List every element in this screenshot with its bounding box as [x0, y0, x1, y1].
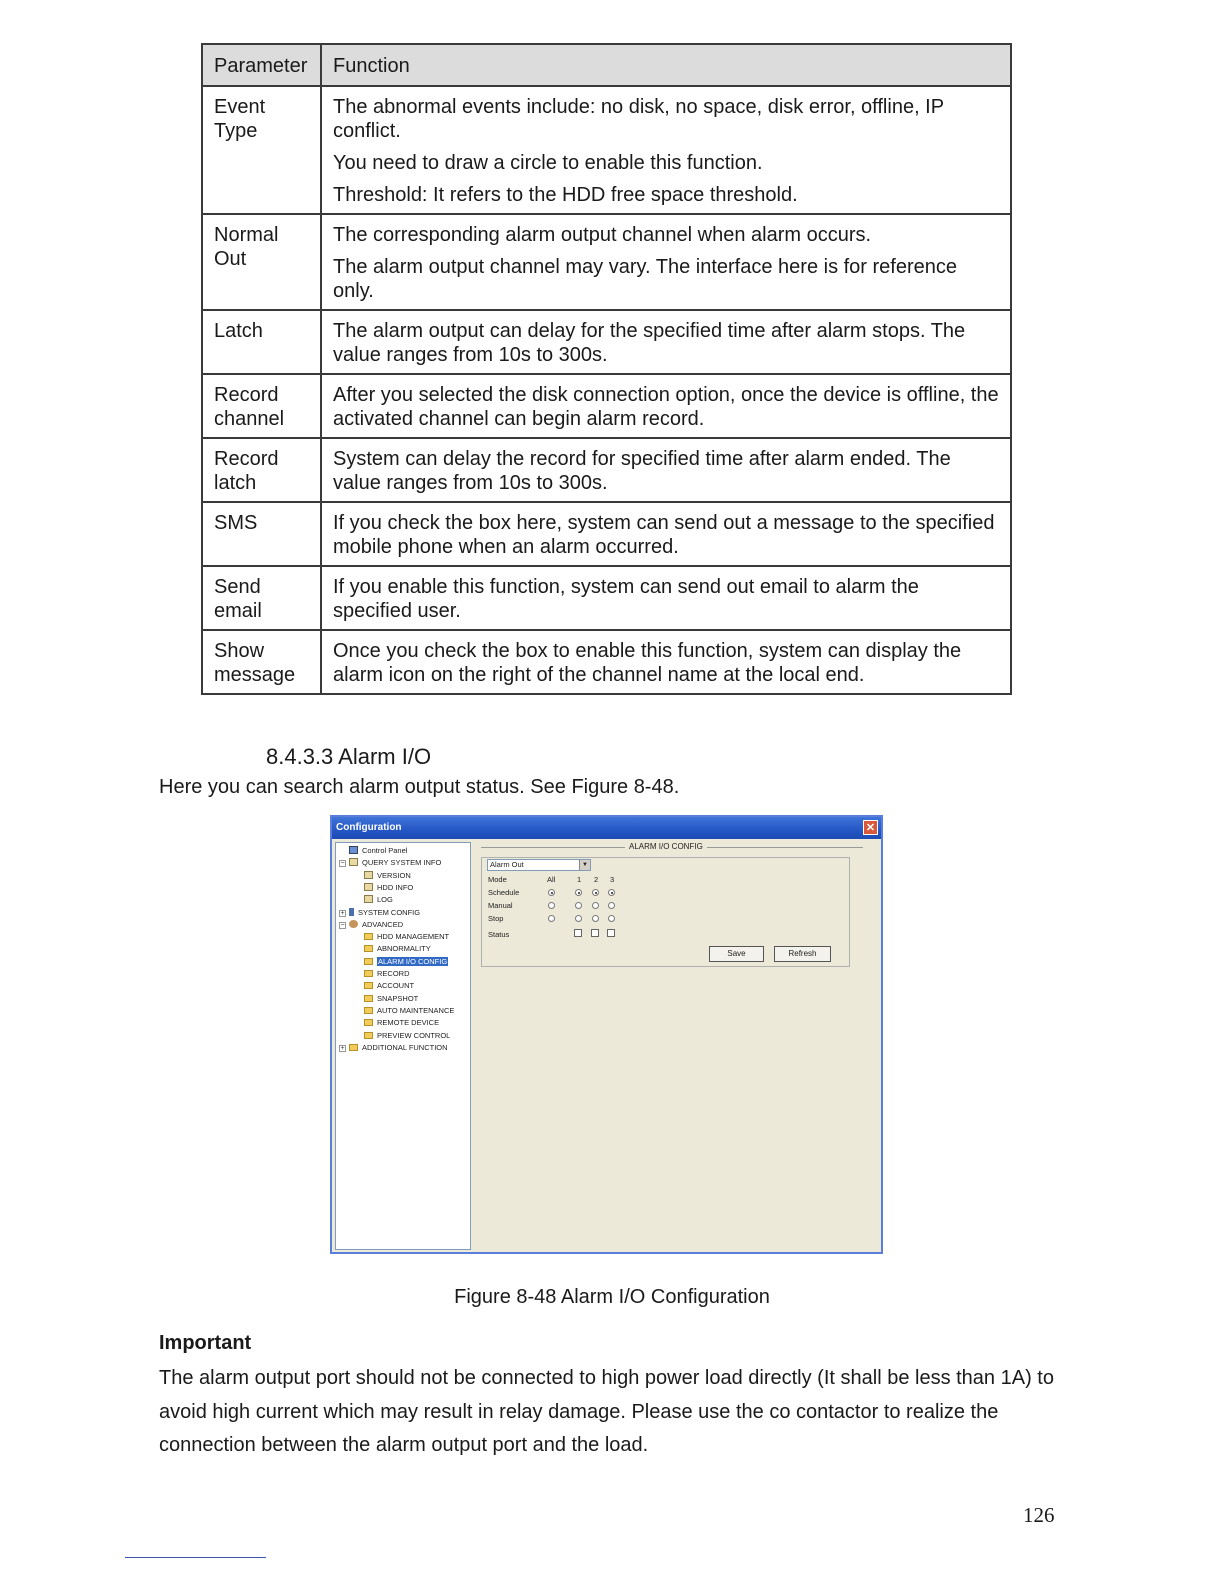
tree-item[interactable] [364, 957, 448, 967]
function-cell: If you enable this function, system can send out email to alarm the specified user. [321, 566, 1011, 630]
folder-icon [349, 1044, 358, 1051]
tree-item-label: ADVANCED [362, 919, 404, 929]
tree-item[interactable] [339, 920, 403, 930]
tree-item[interactable] [339, 908, 420, 918]
param-cell: Record latch [202, 438, 321, 502]
column-1: 1 [577, 875, 582, 884]
param-cell: Send email [202, 566, 321, 630]
param-cell: Latch [202, 310, 321, 374]
close-button[interactable]: ✕ [863, 820, 878, 835]
window-title: Configuration [336, 822, 402, 833]
tree-item-label: RECORD [377, 969, 410, 978]
table-row [202, 310, 1011, 374]
doc-icon [364, 883, 373, 891]
expander-icon[interactable]: − [340, 921, 345, 929]
stop-radio-all[interactable] [548, 915, 555, 922]
tree-item[interactable] [339, 846, 407, 856]
folder-icon [364, 1032, 373, 1039]
folder-icon [364, 1019, 373, 1026]
column-3: 3 [610, 875, 615, 884]
folder-icon [364, 970, 373, 977]
status-checkbox-3[interactable] [607, 929, 615, 937]
table-row [202, 438, 1011, 502]
tree-item-label: HDD MANAGEMENT [377, 932, 450, 942]
header-parameter: Parameter [202, 44, 321, 86]
manual-radio-2[interactable] [592, 902, 599, 909]
param-cell: Normal Out [202, 214, 321, 310]
tree-item[interactable] [339, 1043, 448, 1053]
tree-item[interactable] [364, 895, 393, 905]
tree-item-label: QUERY SYSTEM INFO [362, 858, 442, 868]
folder-icon [364, 933, 373, 940]
manual-radio-3[interactable] [608, 902, 615, 909]
folder-icon [364, 958, 373, 965]
tree-item[interactable] [364, 1018, 439, 1028]
schedule-radio-1[interactable] [575, 889, 582, 896]
folder-icon [364, 995, 373, 1002]
figure-caption: Figure 8-48 Alarm I/O Configuration [454, 1286, 770, 1308]
function-cell: The alarm output can delay for the specified time after alarm stops. The value ranges from 10s to 300s. [321, 310, 1011, 374]
schedule-radio-3[interactable] [608, 889, 615, 896]
alarm-type-select[interactable] [487, 859, 591, 871]
section-intro: Here you can search alarm output status. See Figure 8-48. [159, 776, 680, 798]
tree-item-label: SNAPSHOT [377, 993, 419, 1003]
table-row [202, 86, 1011, 214]
tree-item-label: AUTO MAINTENANCE [377, 1005, 455, 1015]
footer-rule [125, 1557, 266, 1558]
table-row [202, 566, 1011, 630]
save-button[interactable]: Save [709, 946, 764, 962]
gear-icon [349, 920, 358, 928]
folder-icon [364, 945, 373, 952]
schedule-radio-2[interactable] [592, 889, 599, 896]
column-2: 2 [594, 875, 599, 884]
status-checkbox-1[interactable] [574, 929, 582, 937]
tree-item-label: SYSTEM CONFIG [358, 907, 421, 917]
tool-icon [349, 908, 354, 916]
status-label: Status [488, 930, 510, 939]
tree-item[interactable] [364, 883, 413, 893]
tree-item[interactable] [364, 981, 414, 991]
tree-item-label: ACCOUNT [377, 981, 415, 991]
group-title: ALARM I/O CONFIG [625, 842, 707, 851]
stop-radio-1[interactable] [575, 915, 582, 922]
doc-icon [364, 895, 373, 903]
function-cell: Once you check the box to enable this function, system can display the alarm icon on the right of the channel name at the local end. [321, 630, 1011, 694]
panel-icon [349, 846, 358, 854]
stop-label: Stop [488, 914, 504, 923]
status-checkbox-2[interactable] [591, 929, 599, 937]
expander-icon[interactable]: − [340, 860, 345, 868]
manual-label: Manual [488, 901, 513, 910]
configuration-window [330, 815, 883, 1254]
config-tree [335, 842, 471, 1250]
doc-icon [364, 871, 373, 879]
param-cell: Record channel [202, 374, 321, 438]
stop-radio-3[interactable] [608, 915, 615, 922]
table-row [202, 374, 1011, 438]
function-cell: System can delay the record for specified time after alarm ended. The value ranges from 10s to 300s. [321, 438, 1011, 502]
function-cell: The corresponding alarm output channel when alarm occurs. The alarm output channel may vary. The interface here is for reference only. [321, 214, 1011, 310]
important-title: Important [159, 1332, 252, 1354]
param-cell: SMS [202, 502, 321, 566]
tree-item[interactable] [339, 858, 441, 868]
folder-icon [364, 1007, 373, 1014]
important-body: The alarm output port should not be connected to high power load directly (It shall be less than 1A) to avoid high current which may result in relay damage. Please use the co contactor to realize the connection between the alarm output port and the load. [159, 1367, 1054, 1456]
section-heading: 8.4.3.3 Alarm I/O [266, 744, 432, 769]
tree-item-label: HDD INFO [377, 882, 414, 892]
function-cell: If you check the box here, system can send out a message to the specified mobile phone when an alarm occurred. [321, 502, 1011, 566]
schedule-label: Schedule [488, 888, 520, 897]
window-titlebar [332, 817, 881, 839]
tree-item[interactable] [364, 932, 449, 942]
parameter-table [201, 43, 1012, 695]
param-cell: Event Type [202, 86, 321, 214]
table-row [202, 502, 1011, 566]
alarm-type-value: Alarm Out [490, 860, 524, 869]
column-all: All [547, 875, 556, 884]
doc-icon [349, 858, 358, 866]
expander-icon[interactable]: + [340, 1044, 345, 1052]
tree-item-label: REMOTE DEVICE [377, 1018, 440, 1028]
tree-item-label: ABNORMALITY [377, 944, 431, 954]
function-cell: The abnormal events include: no disk, no space, disk error, offline, IP conflict. You need to draw a circle to enable this function. Threshold: It refers to the HDD free space threshold. [321, 86, 1011, 214]
header-function: Function [321, 44, 1011, 86]
tree-item-label: LOG [377, 895, 393, 905]
tree-item-label: PREVIEW CONTROL [377, 1030, 451, 1040]
page-number: 126 [1023, 1503, 1055, 1527]
param-cell: Show message [202, 630, 321, 694]
manual-radio-all[interactable] [548, 902, 555, 909]
schedule-radio-all[interactable] [548, 889, 555, 896]
tree-item[interactable] [364, 944, 431, 954]
table-row [202, 214, 1011, 310]
tree-item-label: Control Panel [362, 846, 408, 855]
table-header-row [202, 44, 1011, 86]
tree-item[interactable] [364, 1006, 454, 1016]
mode-label: Mode [488, 875, 507, 884]
tree-item-label: VERSION [377, 870, 411, 880]
tree-item-label: ADDITIONAL FUNCTION [362, 1042, 448, 1052]
expander-icon[interactable]: + [340, 909, 345, 917]
tree-item[interactable] [364, 994, 418, 1004]
tree-item[interactable] [364, 1031, 450, 1041]
manual-radio-1[interactable] [575, 902, 582, 909]
stop-radio-2[interactable] [592, 915, 599, 922]
tree-item[interactable] [364, 871, 411, 881]
refresh-button[interactable]: Refresh [774, 946, 831, 962]
folder-icon [364, 982, 373, 989]
table-row [202, 630, 1011, 694]
tree-item[interactable] [364, 969, 410, 979]
chevron-down-icon[interactable]: ▼ [579, 860, 590, 870]
function-cell: After you selected the disk connection option, once the device is offline, the activated channel can begin alarm record. [321, 374, 1011, 438]
tree-item-label: ALARM I/O CONFIG [378, 956, 448, 966]
